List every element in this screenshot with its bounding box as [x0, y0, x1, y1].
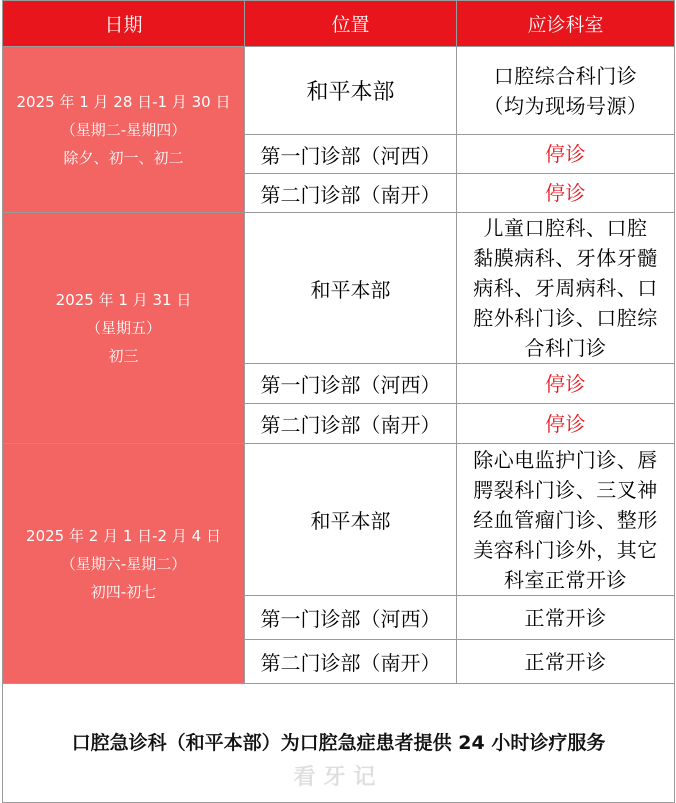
lunar-days: 初三: [108, 347, 139, 365]
watermark: 看牙记: [293, 765, 384, 790]
date-range: 2025 年 2 月 1 日-2 月 4 日: [26, 526, 221, 545]
location-cell: 第一门诊部（河西）: [245, 596, 457, 640]
department-line: 腭裂科门诊、三叉神: [473, 477, 658, 502]
location-cell: 和平本部: [245, 444, 457, 596]
lunar-days: 除夕、初一、初二: [63, 148, 184, 167]
department-line: 腔外科门诊、口腔综: [473, 306, 658, 330]
closed-status: 停诊: [457, 135, 675, 174]
date-cell: [3, 213, 245, 444]
table-row: [3, 213, 675, 364]
header-date: 日期: [3, 1, 245, 47]
department-line: 儿童口腔科、口腔: [483, 216, 648, 240]
date-cell: [3, 444, 245, 684]
location-cell: 第二门诊部（南开）: [245, 404, 457, 444]
location-cell: 第一门诊部（河西）: [245, 135, 457, 174]
closed-status: 停诊: [457, 364, 675, 404]
header-row: [3, 1, 675, 47]
department-line: 科室正常开诊: [504, 567, 627, 592]
weekday-range: （星期二-星期四）: [60, 120, 187, 139]
holiday-schedule-table: [2, 0, 675, 803]
department-line: （均为现场号源）: [483, 93, 648, 118]
weekday-range: （星期六-星期二）: [60, 554, 187, 573]
table-row: [3, 47, 675, 135]
open-status: 正常开诊: [457, 640, 675, 684]
closed-status: 停诊: [457, 404, 675, 444]
department-line: 美容科门诊外，其它: [473, 537, 658, 562]
location-cell: 第二门诊部（南开）: [245, 174, 457, 213]
table-row: [3, 444, 675, 596]
footer-cell: [3, 684, 675, 803]
location-cell: 和平本部: [245, 47, 457, 135]
department-line: 合科门诊: [524, 336, 607, 360]
department-line: 除心电监护门诊、唇: [473, 447, 658, 472]
open-status: 正常开诊: [457, 596, 675, 640]
header-location: 位置: [245, 1, 457, 47]
weekday-range: （星期五）: [85, 319, 161, 337]
department-line: 口腔综合科门诊: [493, 63, 638, 88]
department-cell: [457, 47, 675, 135]
department-line: 病科、牙周病科、口: [473, 276, 658, 300]
location-cell: 第二门诊部（南开）: [245, 640, 457, 684]
emergency-notice: 口腔急诊科（和平本部）为口腔急症患者提供 24 小时诊疗服务: [71, 732, 606, 754]
department-line: 黏膜病科、牙体牙髓: [473, 246, 658, 270]
location-cell: 和平本部: [245, 213, 457, 364]
date-range: 2025 年 1 月 31 日: [55, 291, 192, 309]
department-cell: [457, 213, 675, 364]
date-cell: [3, 47, 245, 213]
footer-row: [3, 684, 675, 803]
header-departments: 应诊科室: [457, 1, 675, 47]
location-cell: 第一门诊部（河西）: [245, 364, 457, 404]
lunar-days: 初四-初七: [90, 582, 157, 601]
date-range: 2025 年 1 月 28 日-1 月 30 日: [16, 92, 231, 111]
closed-status: 停诊: [457, 174, 675, 213]
department-line: 经血管瘤门诊、整形: [473, 507, 658, 532]
department-cell: [457, 444, 675, 596]
